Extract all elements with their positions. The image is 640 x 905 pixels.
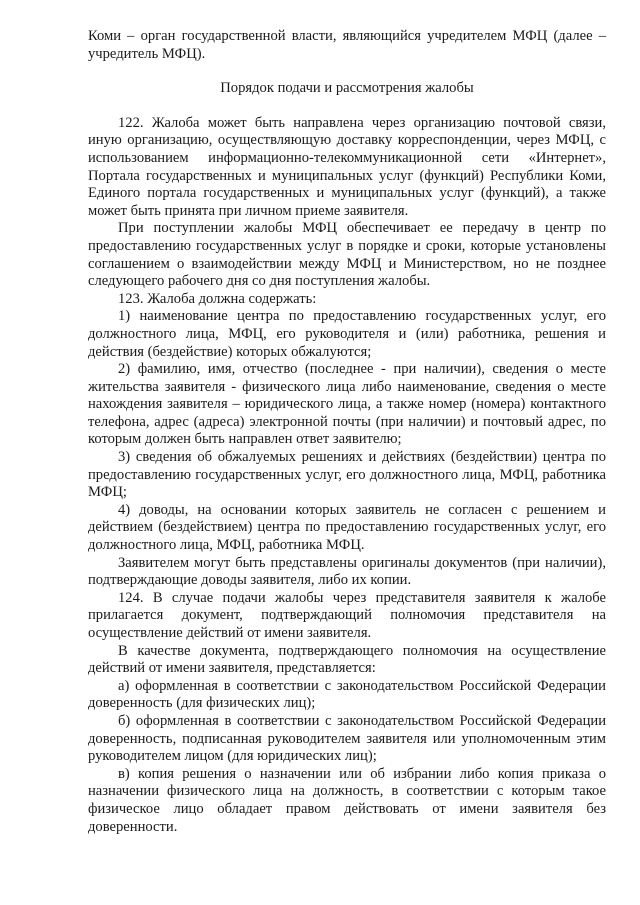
section-title: Порядок подачи и рассмотрения жалобы [220,80,474,97]
paragraph-124: 124. В случае подачи жалобы через представителя заявителя к жалобе прилагается документ, подтверждающий полномочия представителя на осуществление действий от имени заявителя. [88,589,606,641]
intro-paragraph: Коми – орган государственной власти, являющийся учредителем МФЦ (далее – учредитель МФЦ). [88,28,606,62]
paragraph-123-item-1: 1) наименование центра по предоставлению государственных услуг, его должностного лица, МФЦ, его руководителя и (или) работника, решения и действия (бездействие) которых обжалуются; [88,308,606,360]
paragraph-document-types: В качестве документа, подтверждающего полномочия на осуществление действий от имени заявителя, представляется: [88,642,606,677]
paragraph-123-item-2: 2) фамилию, имя, отчество (последнее - при наличии), сведения о месте жительства заявителя - физического лица либо наименование, сведения о месте нахождения заявителя – юридического лица, а также номер (номера) контактного телефона, адрес (адреса) электронной почты (при наличии) и почтовый адрес, по которым должен быть направлен ответ заявителю; [88,361,606,448]
document-page [88,28,606,836]
paragraph-123-item-4: 4) доводы, на основании которых заявитель не согласен с решением и действием (бездействием) центра по предоставлению государственных услуг, его должностного лица, МФЦ, работника МФЦ. [88,501,606,554]
paragraph-item-v: в) копия решения о назначении или об избрании либо копия приказа о назначении физического лица на должность, в соответствии с которым такое физическое лицо обладает правом действовать от имени заявителя без доверенности. [88,765,606,835]
paragraph-item-b: б) оформленная в соответствии с законодательством Российской Федерации доверенность, подписанная руководителем заявителя или уполномоченным этим руководителем лицом (для юридических лиц); [88,712,606,765]
paragraph-123-item-3: 3) сведения об обжалуемых решениях и действиях (бездействии) центра по предоставлению государственных услуг, его должностного лица, МФЦ, работника МФЦ; [88,449,606,501]
paragraph-originals: Заявителем могут быть представлены оригиналы документов (при наличии), подтверждающие доводы заявителя, либо их копии. [88,554,606,589]
paragraph-123: 123. Жалоба должна содержать: [118,290,317,307]
paragraph-item-a: а) оформленная в соответствии с законодательством Российской Федерации доверенность (для физических лиц); [88,677,606,712]
paragraph-122: 122. Жалоба может быть направлена через организацию почтовой связи, иную организацию, осуществляющую доставку корреспонденции, через МФЦ, с использованием информационно-телекоммуникационной сети «Интернет», Портала государственных и муниципальных услуг (функций) Республики Коми, Единого портала государственных и муниципальных услуг (функций), а также может быть принята при личном приеме заявителя. [88,114,606,219]
paragraph-mfc-transfer: При поступлении жалобы МФЦ обеспечивает ее передачу в центр по предоставлению государственных услуг в порядке и сроки, которые установлены соглашением о взаимодействии между МФЦ и Министерством, но не позднее следующего рабочего дня со дня поступления жалобы. [88,220,606,290]
